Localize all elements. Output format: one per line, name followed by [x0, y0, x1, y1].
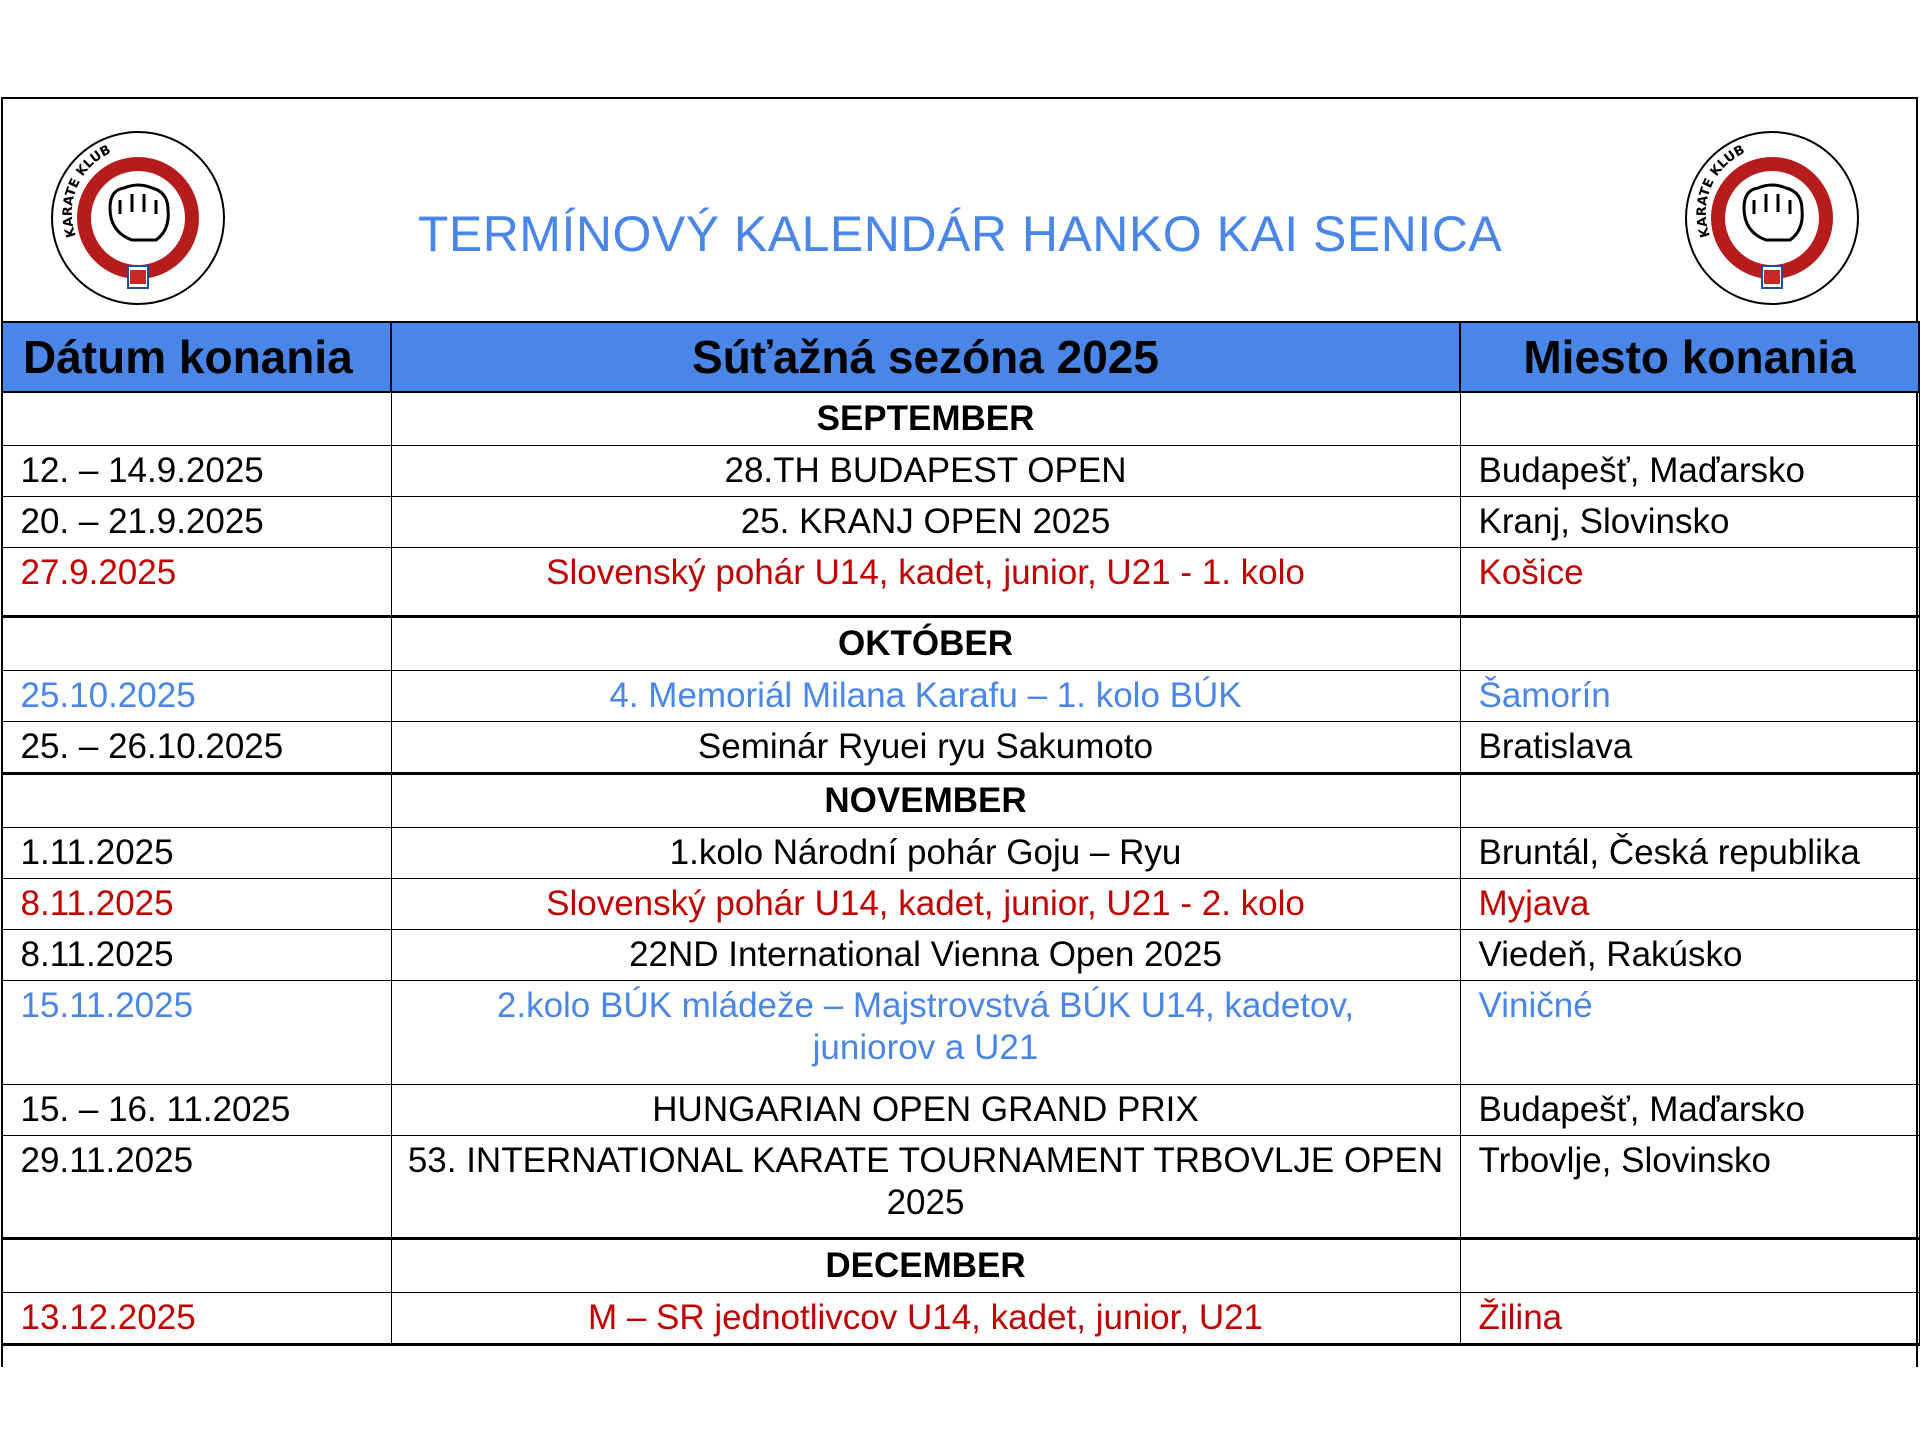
- table-row: [2, 446, 1919, 497]
- month-row: [2, 774, 1919, 828]
- logo-arc-text: KARATE KLUB: [1694, 142, 1748, 240]
- event-place: Trbovlje, Slovinsko: [1460, 1136, 1919, 1239]
- club-logo-right: [1682, 128, 1862, 308]
- event-date: 12. – 14.9.2025: [2, 446, 391, 497]
- event-name: M – SR jednotlivcov U14, kadet, junior, U21: [391, 1293, 1460, 1345]
- month-label: SEPTEMBER: [391, 392, 1460, 446]
- event-place: Bruntál, Česká republika: [1460, 828, 1919, 879]
- event-date: 15. – 16. 11.2025: [2, 1085, 391, 1136]
- event-name-line: 53. INTERNATIONAL KARATE TOURNAMENT TRBOVLJE OPEN: [407, 1141, 1444, 1180]
- event-date: 29.11.2025: [2, 1136, 391, 1239]
- table-row: [2, 1136, 1919, 1239]
- month-label: DECEMBER: [391, 1239, 1460, 1293]
- event-place: Viedeň, Rakúsko: [1460, 930, 1919, 981]
- event-name: Slovenský pohár U14, kadet, junior, U21 - 2. kolo: [391, 879, 1460, 930]
- event-date: 20. – 21.9.2025: [2, 497, 391, 548]
- event-name: Seminár Ryuei ryu Sakumoto: [391, 722, 1460, 774]
- table-row: [2, 879, 1919, 930]
- event-place: Viničné: [1460, 981, 1919, 1085]
- event-place: Myjava: [1460, 879, 1919, 930]
- header-date: Dátum konania: [2, 322, 391, 392]
- table-row: [2, 1293, 1919, 1345]
- club-logo-left: [48, 128, 228, 308]
- event-place: Bratislava: [1460, 722, 1919, 774]
- table-row: [2, 497, 1919, 548]
- event-name: [391, 981, 1460, 1085]
- event-date: 8.11.2025: [2, 930, 391, 981]
- table-row: [2, 1085, 1919, 1136]
- month-row: [2, 1239, 1919, 1293]
- event-date: 13.12.2025: [2, 1293, 391, 1345]
- event-name-line: 2.kolo BÚK mládeže – Majstrovstvá BÚK U14, kadetov,: [496, 986, 1355, 1025]
- table-row: [2, 981, 1919, 1085]
- event-date: 1.11.2025: [2, 828, 391, 879]
- event-date: 25.10.2025: [2, 671, 391, 722]
- page-title: TERMÍNOVÝ KALENDÁR HANKO KAI SENICA: [417, 206, 1503, 262]
- event-date: 15.11.2025: [2, 981, 391, 1085]
- event-place: Budapešť, Maďarsko: [1460, 446, 1919, 497]
- event-name: [391, 1136, 1460, 1239]
- table-row: [2, 930, 1919, 981]
- header-place: Miesto konania: [1460, 322, 1919, 392]
- header-row: [2, 322, 1919, 392]
- event-name: HUNGARIAN OPEN GRAND PRIX: [391, 1085, 1460, 1136]
- event-name: 25. KRANJ OPEN 2025: [391, 497, 1460, 548]
- event-place: Budapešť, Maďarsko: [1460, 1085, 1919, 1136]
- event-name-line: 2025: [886, 1183, 965, 1222]
- table-row: [2, 828, 1919, 879]
- logo-arc-text: KARATE KLUB: [60, 142, 114, 240]
- event-name: 1.kolo Národní pohár Goju – Ryu: [391, 828, 1460, 879]
- month-label: OKTÓBER: [391, 617, 1460, 671]
- event-date: 25. – 26.10.2025: [2, 722, 391, 774]
- event-place: Žilina: [1460, 1293, 1919, 1345]
- event-name: Slovenský pohár U14, kadet, junior, U21 - 1. kolo: [391, 548, 1460, 617]
- table-row: [2, 548, 1919, 617]
- header-event: Súťažná sezóna 2025: [391, 322, 1460, 392]
- event-place: Kranj, Slovinsko: [1460, 497, 1919, 548]
- table-row: [2, 722, 1919, 774]
- event-name: 28.TH BUDAPEST OPEN: [391, 446, 1460, 497]
- event-place: Košice: [1460, 548, 1919, 617]
- event-name: 22ND International Vienna Open 2025: [391, 930, 1460, 981]
- calendar-table: [1, 321, 1920, 1346]
- event-place: Šamorín: [1460, 671, 1919, 722]
- event-date: 27.9.2025: [2, 548, 391, 617]
- month-row: [2, 617, 1919, 671]
- month-row: [2, 392, 1919, 446]
- event-name-line: juniorov a U21: [812, 1028, 1039, 1067]
- month-label: NOVEMBER: [391, 774, 1460, 828]
- event-name: 4. Memoriál Milana Karafu – 1. kolo BÚK: [391, 671, 1460, 722]
- event-date: 8.11.2025: [2, 879, 391, 930]
- table-row: [2, 671, 1919, 722]
